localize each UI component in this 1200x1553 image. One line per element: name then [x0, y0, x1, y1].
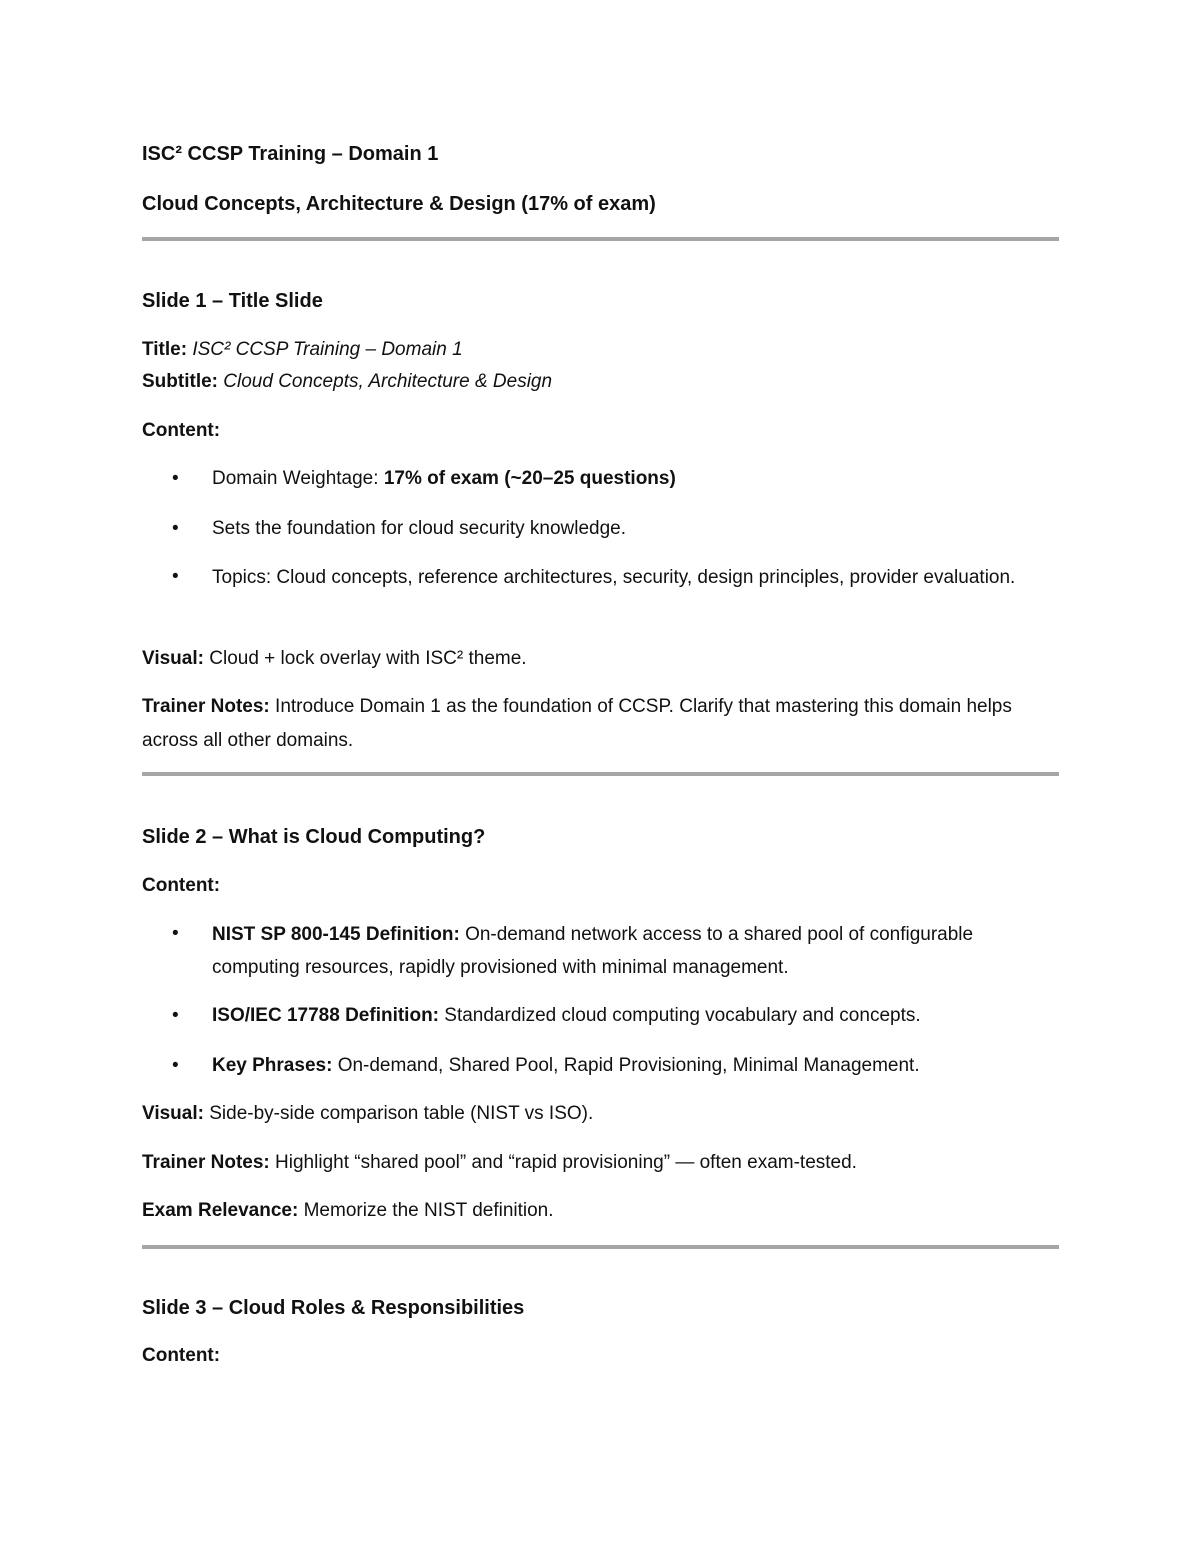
list-item-text: Sets the foundation for cloud security knowledge.	[212, 518, 627, 539]
trainer-notes-value: Introduce Domain 1 as the foundation of CCSP. Clarify that mastering this domain helps across all other domains.	[142, 696, 1012, 751]
slide-2-exam-relevance	[142, 1200, 554, 1222]
slide-2-heading: Slide 2 – What is Cloud Computing?	[142, 826, 486, 848]
slide-3-heading: Slide 3 – Cloud Roles & Responsibilities	[142, 1297, 525, 1319]
divider	[142, 1245, 1059, 1249]
document-title: ISC² CCSP Training – Domain 1	[142, 143, 439, 165]
list-item-strong: Key Phrases:	[212, 1055, 333, 1076]
visual-value: Side-by-side comparison table (NIST vs ISO).	[209, 1103, 594, 1124]
slide-1-heading: Slide 1 – Title Slide	[142, 290, 323, 312]
document-subtitle: Cloud Concepts, Architecture & Design (17% of exam)	[142, 193, 656, 215]
list-item-text: Topics: Cloud concepts, reference architectures, security, design principles, provider evaluation.	[212, 567, 1016, 588]
title-value: ISC² CCSP Training – Domain 1	[192, 339, 463, 360]
visual-label: Visual:	[142, 1103, 204, 1124]
subtitle-value: Cloud Concepts, Architecture & Design	[223, 371, 553, 392]
list-item-text: Domain Weightage:	[212, 468, 384, 489]
slide-2-trainer-notes	[142, 1152, 857, 1174]
exam-relevance-label: Exam Relevance:	[142, 1200, 299, 1221]
list-item-strong: 17% of exam (~20–25 questions)	[383, 468, 676, 489]
visual-value: Cloud + lock overlay with ISC² theme.	[209, 648, 527, 669]
bullet-glyph: •	[172, 1005, 179, 1026]
list-item-strong: NIST SP 800-145 Definition:	[212, 924, 460, 945]
list-item-text: Standardized cloud computing vocabulary and concepts.	[444, 1005, 921, 1026]
trainer-notes-label: Trainer Notes:	[142, 696, 270, 717]
subtitle-label: Subtitle:	[142, 371, 218, 392]
slide-1-visual-line	[142, 648, 527, 670]
bullet-glyph: •	[172, 468, 179, 489]
divider	[142, 237, 1059, 241]
list-item-text: On-demand, Shared Pool, Rapid Provisioning, Minimal Management.	[337, 1055, 920, 1076]
slide-2-visual-line	[142, 1103, 593, 1125]
slide-1-trainer-notes	[142, 690, 1062, 758]
slide-1-content-label: Content:	[142, 420, 221, 441]
title-label: Title:	[142, 339, 188, 360]
bullet-glyph: •	[172, 1055, 179, 1076]
bullet-glyph: •	[172, 518, 179, 539]
slide-1-title-line	[142, 339, 463, 361]
slide-1-subtitle-line	[142, 371, 552, 393]
exam-relevance-value: Memorize the NIST definition.	[303, 1200, 554, 1221]
bullet-glyph: •	[172, 566, 179, 587]
slide-2-content-label: Content:	[142, 875, 221, 896]
bullet-glyph: •	[172, 923, 179, 944]
list-item-strong: ISO/IEC 17788 Definition:	[212, 1005, 439, 1026]
trainer-notes-value: Highlight “shared pool” and “rapid provisioning” — often exam-tested.	[275, 1152, 857, 1173]
slide-3-content-label: Content:	[142, 1345, 221, 1366]
visual-label: Visual:	[142, 648, 204, 669]
trainer-notes-label: Trainer Notes:	[142, 1152, 270, 1173]
divider	[142, 772, 1059, 776]
list-item-text: On-demand network access to a shared pool of configurable computing resources, rapidly provisioned with minimal management.	[212, 924, 974, 978]
